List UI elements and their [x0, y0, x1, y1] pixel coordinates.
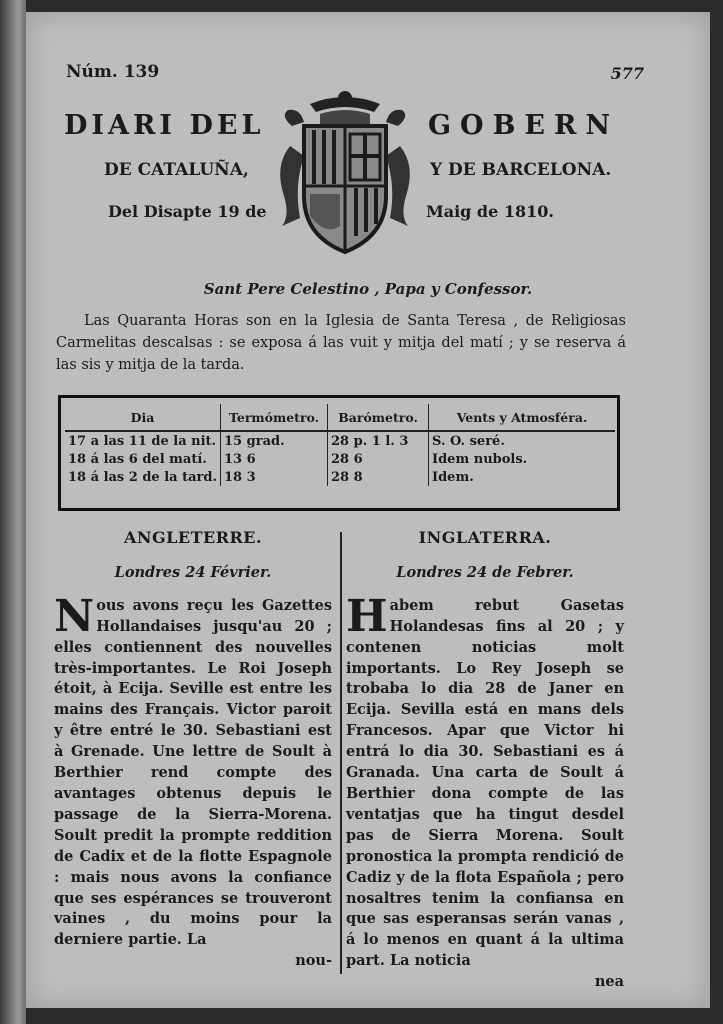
- masthead-title-right: GOBERN: [428, 110, 620, 141]
- article-body: [54, 590, 332, 951]
- article-text: abem rebut Gasetas Holandesas fins al 20 ; y contenen noticias molt importants. Lo Rey Joseph se trobaba lo dia 28 de Janer en Ecija. Sevilla está en mans dels Francesos. Apar que Victor hi entrá lo dia 30. Sebastiani es á Granada. Una carta de Soult á Berthier dona compte de las ventatjas que ha tingut desdel pas de Sierra Morena. Soult pronostica la prompta rendició de Cadiz y de la flota Española ; pero nosaltres tenim la confiansa en que sas esperansas serán vanas , á lo menos en quant á la ultima part. La noticia: [346, 596, 624, 970]
- weather-table: [65, 404, 615, 486]
- table-cell: S. O. seré.: [432, 433, 505, 449]
- table-cell: Idem.: [432, 469, 474, 485]
- table-cell: 13 6: [221, 450, 328, 468]
- table-row: [65, 468, 615, 486]
- article-heading: INGLATERRA.: [418, 528, 552, 547]
- binding-edge: [0, 0, 26, 1024]
- date-right: Maig de 1810.: [426, 202, 554, 221]
- page-number: 577: [610, 64, 644, 83]
- catchword: nou-: [295, 952, 332, 970]
- table-cell: 28 8: [328, 468, 429, 486]
- article-heading: ANGLETERRE.: [123, 528, 263, 547]
- issue-number: Núm. 139: [66, 62, 160, 82]
- masthead-subtitle-right: Y DE BARCELONA.: [430, 160, 612, 180]
- masthead-title-left: DIARI DEL: [64, 110, 265, 141]
- weather-header-day: Dia: [65, 404, 221, 431]
- saint-of-the-day: Sant Pere Celestino , Papa y Confessor.: [203, 280, 533, 298]
- weather-table-frame: [58, 395, 620, 511]
- table-cell: Idem nubols.: [432, 451, 528, 467]
- table-cell: 17 a las 11 de la nit.: [65, 431, 221, 450]
- weather-header-row: [65, 404, 615, 431]
- article-dateline: Londres 24 de Febrer.: [396, 563, 574, 581]
- column-divider: [340, 532, 342, 974]
- table-cell: 18 á las 2 de la tard.: [65, 468, 221, 486]
- drop-cap: H: [346, 590, 388, 642]
- table-cell: 15 grad.: [221, 431, 328, 450]
- weather-header-barometer: Barómetro.: [328, 404, 429, 431]
- catchword: nea: [594, 973, 624, 991]
- weather-header-thermometer: Termómetro.: [221, 404, 328, 431]
- table-cell: 28 6: [328, 450, 429, 468]
- table-cell: 18 3: [221, 468, 328, 486]
- table-cell: 18 á las 6 del matí.: [65, 450, 221, 468]
- coat-of-arms-icon: [270, 86, 420, 258]
- article-dateline: Londres 24 Février.: [114, 563, 272, 581]
- drop-cap: N: [54, 590, 95, 642]
- article-body: [346, 590, 624, 972]
- article-french: [54, 528, 332, 972]
- newspaper-page: [26, 12, 710, 1008]
- table-cell: 28 p. 1 l. 3: [328, 431, 429, 450]
- article-text: ous avons reçu les Gazettes Hollandaises jusqu'au 20 ; elles contiennent des nouvelles très-importantes. Le Roi Joseph étoit, à Ecija. Seville est entre les mains des Français. Victor paroit y être entré le 30. Sebastiani est à Grenade. Une lettre de Soult à Berthier rend compte des avantages obtenus depuis le passage de la Sierra-Morena. Soult predit la prompte reddition de Cadix et de la flotte Espagnole : mais nous avons la confiance que ses espérances se trouveront vaines , du moins pour la derniere partie. La: [54, 596, 332, 949]
- date-left: Del Disapte 19 de: [108, 202, 267, 221]
- table-row: [65, 431, 615, 450]
- intro-paragraph: Las Quaranta Horas son en la Iglesia de Santa Teresa , de Religiosas Carmelitas descalsas : se exposa á las vuit y mitja del matí ; y se reserva á las sis y mitja de la tarda.: [56, 313, 626, 373]
- masthead-subtitle-left: DE CATALUÑA,: [104, 160, 249, 180]
- table-row: [65, 450, 615, 468]
- article-catalan: [346, 528, 624, 993]
- weather-header-winds: Vents y Atmosféra.: [429, 404, 615, 431]
